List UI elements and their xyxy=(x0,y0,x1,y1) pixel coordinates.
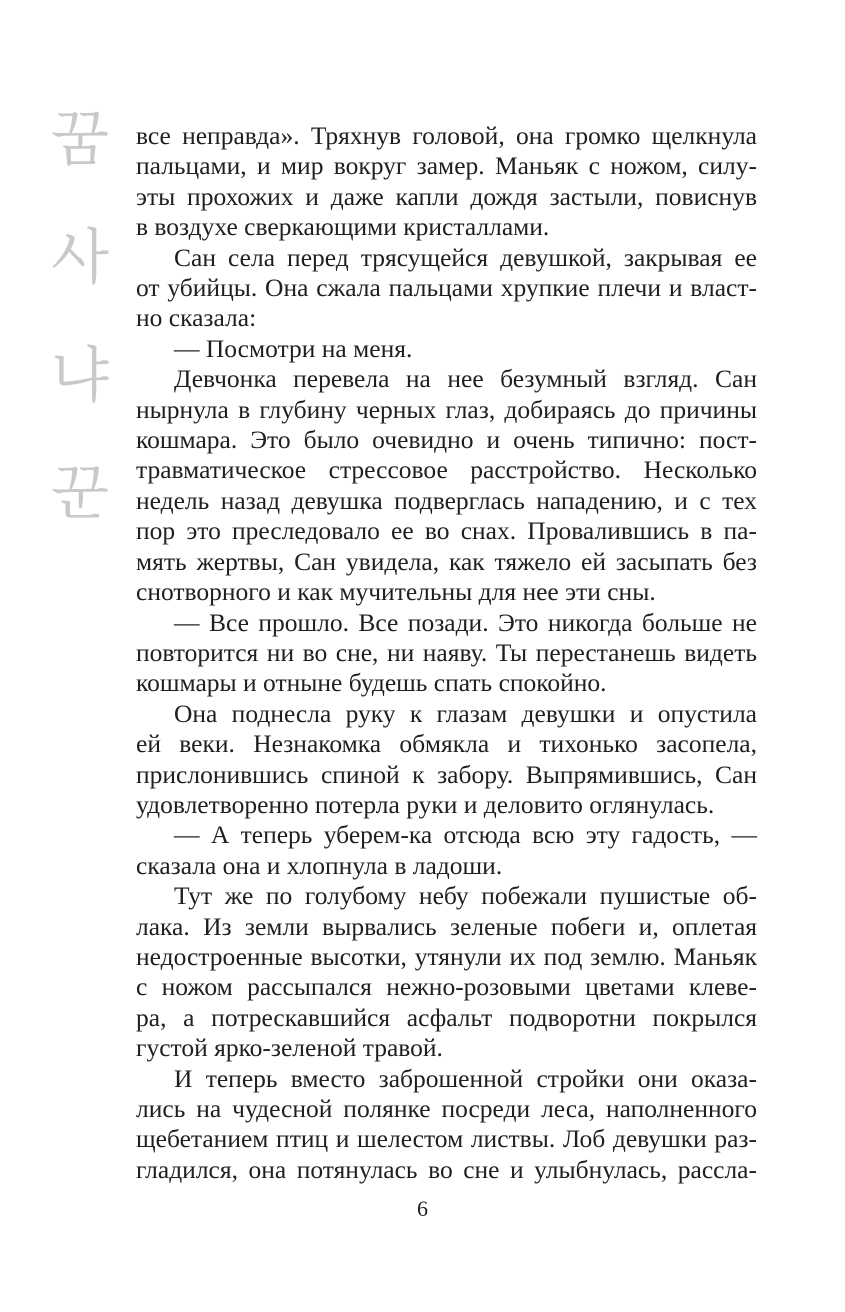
text-line: травматическое стрессовое расстройство. Несколько xyxy=(136,455,757,485)
text-line: густой ярко-зеленой травой. xyxy=(136,1033,443,1063)
text-line: в воздухе сверкающими кристаллами. xyxy=(136,212,550,242)
text-line: лака. Из земли вырвались зеленые побеги и, оплетая xyxy=(136,911,757,941)
text-line: Тут же по голубому небу побежали пушистые об- xyxy=(174,881,757,911)
text-line: мять жертвы, Сан увидела, как тяжело ей засыпать без xyxy=(136,546,757,576)
title-char-3: 냐 xyxy=(51,341,109,411)
title-char-2: 사 xyxy=(51,223,109,293)
text-line: удовлетворенно потерла руки и деловито оглянулась. xyxy=(136,789,715,819)
text-line: лись на чудесной полянке посреди леса, наполненного xyxy=(136,1094,757,1123)
text-line: повторится ни во сне, ни наяву. Ты перестанешь видеть xyxy=(136,637,757,667)
text-line: эты прохожих и даже капли дождя застыли, повиснув xyxy=(136,181,757,211)
text-line: но сказала: xyxy=(136,303,257,333)
text-line: ей веки. Незнакомка обмякла и тихонько засопела, xyxy=(136,729,757,759)
page-number: 6 xyxy=(417,1196,428,1221)
text-line: прислонившись спиной к забору. Выпрямившись, Сан xyxy=(136,759,757,789)
text-line: И теперь вместо заброшенной стройки они оказа- xyxy=(174,1063,757,1093)
text-line: все неправда». Тряхнув головой, она громко щелкнула xyxy=(136,121,757,150)
text-line: пальцами, и мир вокруг замер. Маньяк с ножом, силу- xyxy=(136,151,757,181)
text-line: щебетанием птиц и шелестом листвы. Лоб девушки раз- xyxy=(136,1124,757,1154)
text-line: гладился, она потянулась во сне и улыбнулась, рассла- xyxy=(136,1154,757,1184)
text-line: пор это преследовало ее во снах. Провалившись в па- xyxy=(136,516,757,546)
text-line: Девчонка перевела на нее безумный взгляд. Сан xyxy=(174,364,757,394)
page-body-text xyxy=(136,121,757,1185)
text-line: недель назад девушка подверглась нападению, и с тех xyxy=(136,485,757,515)
title-char-1: 꿈 xyxy=(51,105,109,175)
text-line: кошмара. Это было очевидно и очень типично: пост- xyxy=(136,425,757,455)
text-line: Она поднесла руку к глазам девушки и опустила xyxy=(174,698,757,728)
text-line: кошмары и отныне будешь спать спокойно. xyxy=(136,668,607,698)
text-line: сказала она и хлопнула в ладоши. xyxy=(136,850,503,880)
text-line: ра, а потрескавшийся асфальт подворотни покрылся xyxy=(136,1002,757,1032)
text-line: — А теперь уберем-ка отсюда всю эту гадость, — xyxy=(174,820,757,850)
vertical-book-title xyxy=(48,105,112,582)
text-line: с ножом рассыпался нежно-розовыми цветами клеве- xyxy=(136,972,757,1002)
text-line: снотворного и как мучительны для нее эти сны. xyxy=(136,577,656,607)
title-char-4: 꾼 xyxy=(51,459,109,529)
text-line: нырнула в глубину черных глаз, добираясь до причины xyxy=(136,394,757,424)
text-line: — Посмотри на меня. xyxy=(174,333,413,363)
text-line: Сан села перед трясущейся девушкой, закрывая ее xyxy=(174,242,757,272)
text-line: — Все прошло. Все позади. Это никогда больше не xyxy=(174,607,757,637)
text-line: от убийцы. Она сжала пальцами хрупкие плечи и власт- xyxy=(136,273,757,303)
text-line: недостроенные высотки, утянули их под землю. Маньяк xyxy=(136,941,757,971)
